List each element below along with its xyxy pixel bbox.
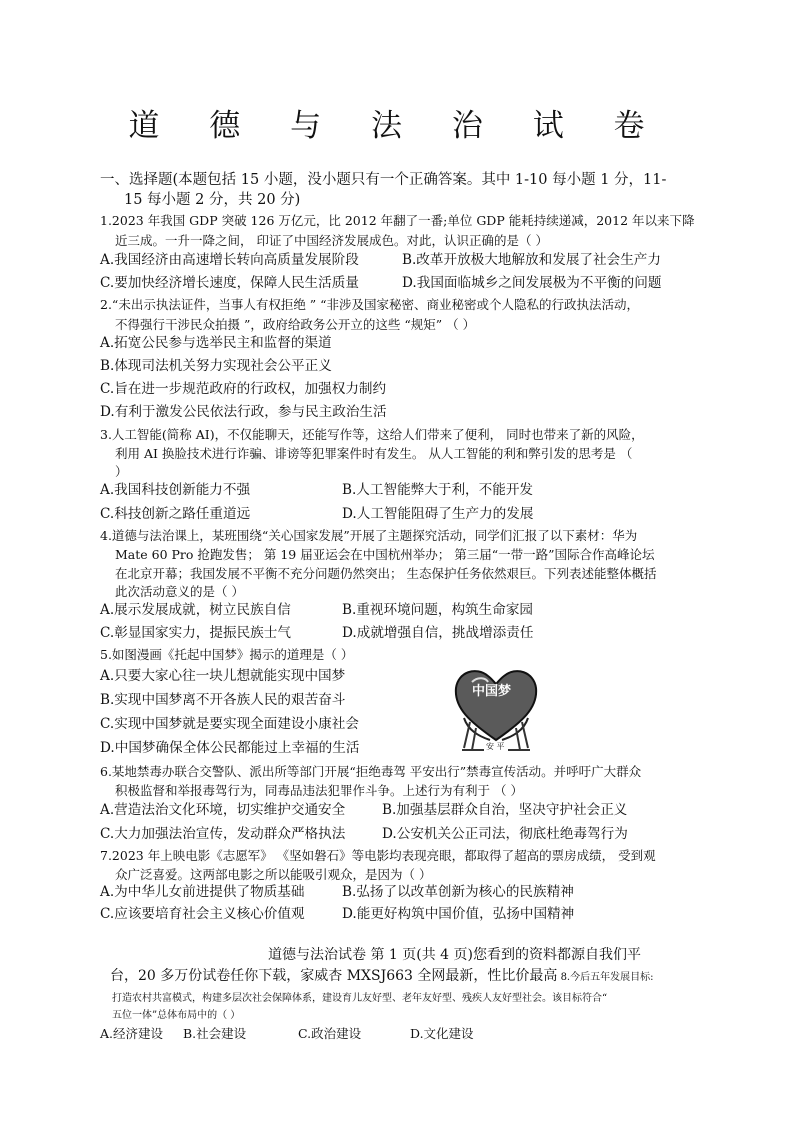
question-4-stem-cont1: Mate 60 Pro 抢跑发售； 第 19 届亚运会在中国杭州举办； 第三届“一带一路”国际合作高峰论坛: [115, 547, 655, 562]
question-5-option-b: B.实现中国梦离不开各族人民的艰苦奋斗: [100, 692, 346, 708]
question-2-stem-cont: 不得强行干涉民众拍摄 ”，政府给政务公开立的这些 “规矩” （ ）: [115, 317, 476, 332]
question-2-stem: 2.“未出示执法证件，当事人有权拒绝 ” “非涉及国家秘密、商业秘密或个人隐私的行政执法活动，: [100, 297, 640, 312]
question-7-stem-cont: 众广泛喜爱。这两部电影之所以能吸引观众，是因为（ ）: [115, 867, 432, 882]
question-4-option-d: D.成就增强自信，挑战增添责任: [342, 625, 534, 641]
china-dream-cartoon: [450, 662, 542, 758]
question-4-option-c: C.彰显国家实力，提振民族士气: [100, 625, 291, 641]
question-8-option-c: C.政治建设: [298, 1026, 362, 1041]
question-4-option-a: A.展示发展成就，树立民族自信: [100, 602, 291, 618]
question-1-stem: 1.2023 年我国 GDP 突破 126 万亿元，比 2012 年翻了一番;单位 GDP 能耗持续递减，2012 年以来下降: [100, 213, 695, 228]
promo-text-main: 台，20 多万份试卷任你下载，家威杏 MXSJ663 全网最新，性比价最高: [110, 968, 558, 984]
question-1-stem-cont: 近三成。一升一降之间， 印证了中国经济发展成色。对此，认识正确的是（ ）: [115, 233, 548, 248]
question-6-option-c: C.大力加强法治宣传，发动群众严格执法: [100, 826, 346, 842]
question-2-option-a: A.拓宽公民参与选举民主和监督的渠道: [100, 335, 332, 351]
section-heading-cont: 15 每小题 2 分，共 20 分): [124, 192, 301, 208]
question-3-option-d: D.人工智能阻碍了生产力的发展: [342, 506, 534, 522]
question-1-option-a: A.我国经济由高速增长转向高质量发展阶段: [100, 252, 359, 268]
question-4-stem: 4.道德与法治课上，某班围绕“关心国家发展”开展了主题探究活动，同学们汇报了以下素材：华为: [100, 528, 638, 543]
question-4-stem-cont2: 在北京开幕；我国发展不平衡不充分问题仍然突出； 生态保护任务依然艰巨。下列表述能整体概括: [115, 566, 657, 581]
question-5-option-c: C.实现中国梦就是要实现全面建设小康社会: [100, 716, 359, 732]
question-5-option-d: D.中国梦确保全体公民都能过上幸福的生活: [100, 740, 360, 756]
question-8-stem: 8.今后五年发展目标:: [557, 972, 654, 983]
question-6-stem-cont: 积极监督和举报毒驾行为，同毒品违法犯罪作斗争。上述行为有利于 （ ）: [115, 783, 523, 798]
question-3-stem: 3.人工智能(简称 AI)，不仅能聊天，还能写作等，这给人们带来了便利， 同时也带来了新的风险，: [100, 427, 644, 442]
question-7-option-b: B.弘扬了以改革创新为核心的民族精神: [342, 884, 574, 900]
question-7-option-c: C.应该要培育社会主义核心价值观: [100, 906, 305, 922]
question-6-option-d: D.公安机关公正司法，彻底杜绝毒驾行为: [382, 826, 628, 842]
question-6-option-b: B.加强基层群众自治，坚决守护社会正义: [382, 802, 628, 818]
question-2-option-c: C.旨在进一步规范政府的行政权，加强权力制约: [100, 381, 387, 397]
question-4-option-b: B.重视环境问题，构筑生命家园: [342, 602, 534, 618]
question-2-option-b: B.体现司法机关努力实现社会公平正义: [100, 358, 332, 374]
question-7-option-d: D.能更好构筑中国价值，弘扬中国精神: [342, 906, 575, 922]
question-3-stem-cont: 利用 AI 换脸技术进行诈骗、诽谤等犯罪案件时有发生。 从人工智能的利和弊引发的思考是 （: [115, 446, 633, 461]
question-5-option-a: A.只要大家心往一块儿想就能实现中国梦: [100, 668, 346, 684]
question-3-option-b: B.人工智能弊大于利，不能开发: [342, 482, 534, 498]
question-8-option-a: A.经济建设: [100, 1026, 164, 1041]
question-6-stem: 6.某地禁毒办联合交警队、派出所等部门开展“拒绝毒驾 平安出行”禁毒宣传活动。并呼吁广大群众: [100, 764, 642, 779]
question-1-option-b: B.改革开放极大地解放和发展了社会生产力: [402, 252, 661, 268]
question-8-option-d: D.文化建设: [410, 1026, 474, 1041]
section-heading: 一、选择题(本题包括 15 小题，没小题只有一个正确答案。其中 1-10 每小题 1 分，11-: [100, 172, 667, 188]
question-4-stem-cont3: 此次活动意义的是（ ）: [115, 584, 244, 599]
question-8-stem-cont: 打造农村共富模式，构建多层次社会保障体系，建设育儿友好型、老年友好型、残疾人友好型社会。该目标符合“: [112, 993, 608, 1004]
question-2-option-d: D.有利于激发公民依法行政，参与民主政治生活: [100, 404, 387, 420]
question-6-option-a: A.营造法治文化环境，切实维护交通安全: [100, 802, 346, 818]
page-footer: 道德与法治试卷 第 1 页(共 4 页)您看到的资料都源自我们平: [268, 947, 641, 963]
question-5-stem: 5.如图漫画《托起中国梦》揭示的道理是（ ）: [100, 647, 354, 662]
question-1-option-c: C.要加快经济增长速度，保障人民生活质量: [100, 275, 359, 291]
promo-text: [110, 968, 653, 985]
question-7-stem: 7.2023 年上映电影《志愿军》 《坚如磐石》等电影均表现亮眼，都取得了超高的票房成绩， 受到观: [100, 848, 656, 863]
question-3-option-a: A.我国科技创新能力不强: [100, 482, 251, 498]
page-title: 道 德 与 法 治 试 卷: [128, 108, 665, 144]
question-8-option-b: B.社会建设: [183, 1026, 247, 1041]
question-7-option-a: A.为中华儿女前进提供了物质基础: [100, 884, 305, 900]
heart-bottom-label: 安 平: [486, 742, 505, 751]
question-3-stem-end: ）: [115, 464, 128, 479]
question-8-stem-end: 五位一体”总体布局中的（ ）: [112, 1010, 241, 1021]
question-1-option-d: D.我国面临城乡之间发展极为不平衡的问题: [402, 275, 662, 291]
heart-label: 中国梦: [472, 684, 512, 699]
question-3-option-c: C.科技创新之路任重道远: [100, 506, 251, 522]
